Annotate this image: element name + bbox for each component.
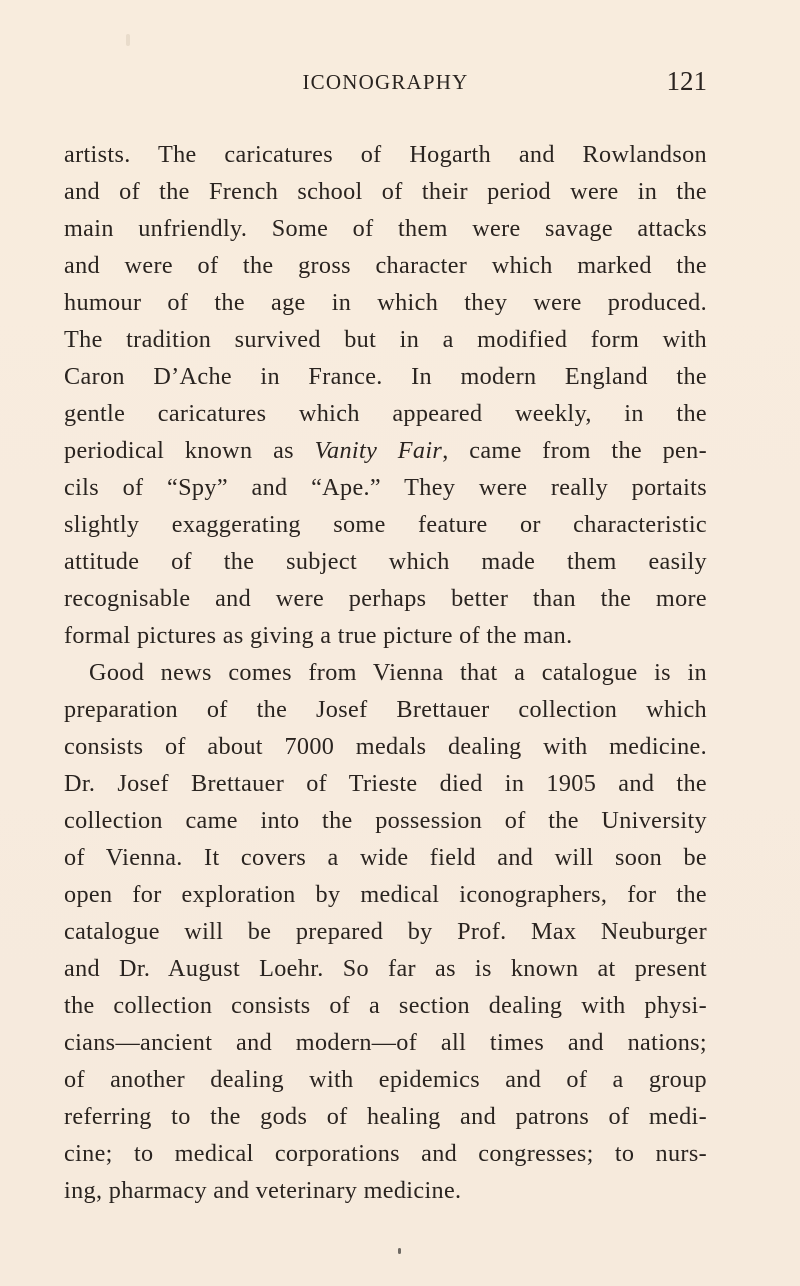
text-line: collection came into the possession of the University (64, 807, 707, 834)
body-text (64, 136, 707, 1209)
text-line: referring to the gods of healing and patrons of medi- (64, 1103, 707, 1130)
text-line: main unfriendly. Some of them were savage attacks (64, 215, 707, 242)
text-line-paragraph-end: formal pictures as giving a true picture of the man. (64, 622, 573, 649)
text-line: gentle caricatures which appeared weekly, in the (64, 400, 707, 427)
text-line-paragraph-end: ing, pharmacy and veterinary medicine. (64, 1177, 462, 1204)
running-title: ICONOGRAPHY (302, 70, 469, 94)
text-line: Dr. Josef Brettauer of Trieste died in 1905 and the (64, 770, 707, 797)
text-line: recognisable and were perhaps better than the more (64, 585, 707, 612)
page-number: 121 (666, 66, 707, 96)
text-segment: , came from the pen- (442, 437, 707, 464)
italic-title: Vanity Fair (314, 437, 443, 464)
text-line: open for exploration by medical iconographers, for the (64, 881, 707, 908)
text-line: and of the French school of their period were in the (64, 178, 707, 205)
text-segment: periodical known as (64, 437, 315, 464)
paper-mark (126, 34, 130, 46)
text-line: the collection consists of a section dealing with physi- (64, 992, 707, 1019)
text-line: artists. The caricatures of Hogarth and Rowlandson (64, 141, 707, 168)
text-line-paragraph-start: Good news comes from Vienna that a catalogue is in (89, 659, 707, 686)
paper-mark (398, 1248, 401, 1254)
text-line: humour of the age in which they were produced. (64, 289, 707, 316)
text-line: cils of “Spy” and “Ape.” They were really portaits (64, 474, 707, 501)
text-line: cians—ancient and modern—of all times and nations; (64, 1029, 707, 1056)
text-line: The tradition survived but in a modified form with (64, 326, 707, 353)
text-line: of another dealing with epidemics and of a group (64, 1066, 707, 1093)
text-line: slightly exaggerating some feature or characteristic (64, 511, 707, 538)
text-line: Caron D’Ache in France. In modern England the (64, 363, 707, 390)
text-line: and were of the gross character which marked the (64, 252, 707, 279)
text-line: cine; to medical corporations and congresses; to nurs- (64, 1140, 707, 1167)
text-line: preparation of the Josef Brettauer collection which (64, 696, 707, 723)
text-line: catalogue will be prepared by Prof. Max Neuburger (64, 918, 707, 945)
running-head (64, 66, 707, 102)
text-line: of Vienna. It covers a wide field and will soon be (64, 844, 707, 871)
text-line: and Dr. August Loehr. So far as is known at present (64, 955, 707, 982)
text-line: consists of about 7000 medals dealing with medicine. (64, 733, 707, 760)
text-line: attitude of the subject which made them easily (64, 548, 707, 575)
text-line-vanity-fair (64, 432, 707, 469)
